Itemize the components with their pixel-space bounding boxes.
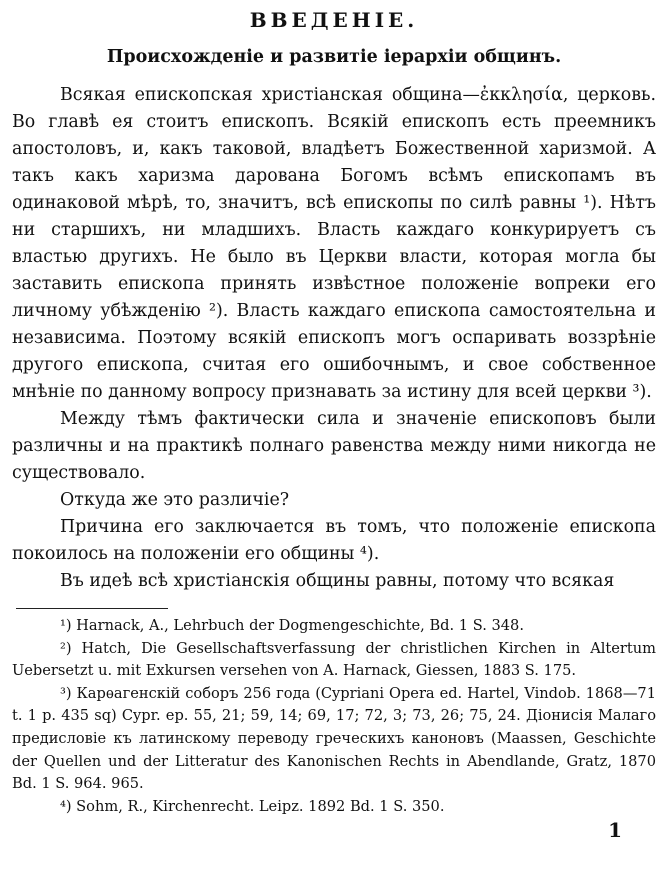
footnotes [12, 615, 656, 818]
chapter-title: ВВЕДЕНІЕ. [249, 8, 419, 32]
paragraph: Между тѣмъ фактически сила и значеніе епископовъ были различны и на практикѣ полнаго равенства между ними никогда не существовало. [12, 409, 656, 483]
page-number: 1 [608, 818, 622, 842]
section-title: Происхожденіе и развитіе іерархіи общинъ. [106, 47, 562, 67]
paragraph: Въ идеѣ всѣ христіанскія общины равны, потому что всякая [60, 571, 615, 591]
paragraph: Причина его заключается въ томъ, что положеніе епископа покоилось на положеніи его общины ⁴). [12, 517, 656, 564]
paragraph: Откуда же это различіе? [60, 490, 290, 510]
footnote: ³) Карѳагенскій соборъ 256 года (Cypriani Opera ed. Hartel, Vindob. 1868—71 t. 1 p. 435 sq) Cypr. ep. 55, 21; 59, 14; 69, 17; 72, 3; 73, 26; 75, 24. Діонисія Малаго предисловіе къ латинскому переводу греческихъ каноновъ (Maassen, Geschichte der Quellen und der Litteratur des Kanonischen Rechts in Abendlande, Gratz, 1870 Bd. 1 S. 964. 965. [12, 684, 656, 793]
page [12, 0, 656, 818]
paragraph: Всякая епископская христіанская община—ἐκκλησία, церковь. Во главѣ ея стоитъ епископъ. Всякій епископъ есть преемникъ апостоловъ, и, какъ таковой, владѣетъ Божественной харизмой. А такъ какъ харизма дарована Богомъ всѣмъ епископамъ въ одинаковой мѣрѣ, то, значитъ, всѣ епископы по силѣ равны ¹). Нѣтъ ни старшихъ, ни младшихъ. Власть каждаго конкурируетъ съ властью другихъ. Не было въ Церкви власти, которая могла бы заставить епископа принять извѣстное положеніе вопреки его личному убѣжденію ²). Власть каждаго епископа самостоятельна и независима. Поэтому всякій епископъ могъ оспаривать воззрѣніе другого епископа, считая его ошибочнымъ, и свое собственное мнѣніе по данному вопросу признавать за истину для всей церкви ³). [12, 85, 656, 402]
footnote: ²) Hatch, Die Gesellschaftsverfassung der christlichen Kirchen in Altertum Uebersetzt u. mit Exkursen versehen von A. Harnack, Giessen, 1883 S. 175. [12, 639, 656, 680]
footnote: ⁴) Sohm, R., Kirchenrecht. Leipz. 1892 Bd. 1 S. 350. [60, 797, 445, 815]
footnote-divider [16, 608, 168, 609]
footnote: ¹) Harnack, A., Lehrbuch der Dogmengeschichte, Bd. 1 S. 348. [60, 617, 524, 634]
body-text [12, 82, 656, 595]
